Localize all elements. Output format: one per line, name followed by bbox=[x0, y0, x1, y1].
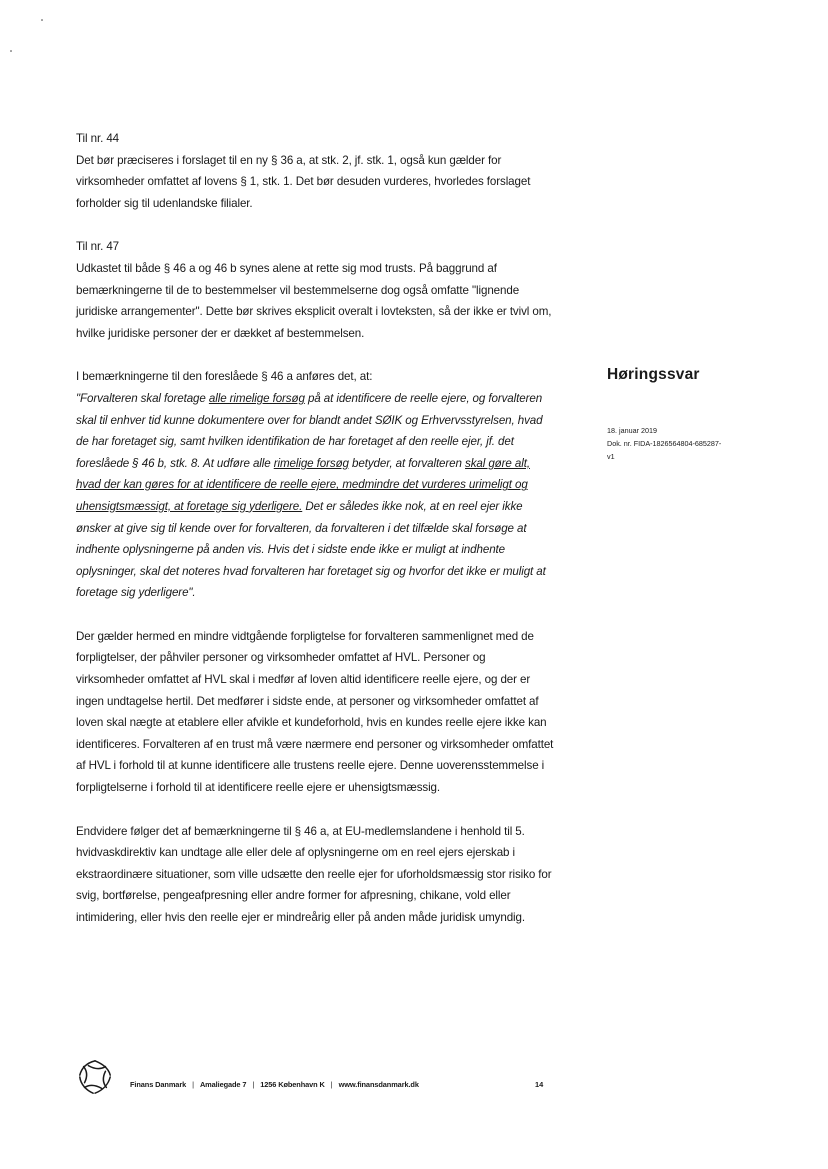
footer-city: 1256 København K bbox=[260, 1080, 325, 1089]
document-number: Dok. nr. FIDA-1826564804-685287- bbox=[607, 439, 722, 448]
section-nr-47 bbox=[76, 236, 556, 344]
quote-intro: I bemærkningerne til den foreslåede § 46 a anføres det, at: bbox=[76, 370, 373, 384]
section-heading: Til nr. 44 bbox=[76, 132, 120, 145]
quote-underlined: alle rimelige forsøg bbox=[208, 391, 305, 405]
footer-separator: | bbox=[192, 1080, 194, 1089]
footer-address: Amaliegade 7 bbox=[199, 1080, 247, 1089]
section-body: Der gælder hermed en mindre vidtgående forpligtelse for forvalteren sammenlignet med de forpligtelser, der påhviler personer og virksomheder omfattet af HVL. Personer og virksomheder omfattet af HVL skal i medfør af loven altid identificere reelle ejere, og der er ingen undtagelse hertil. Det medfører i sidste ende, at personer og virksomheder omfattet af loven skal nægte at etablere eller afvikle et kundeforhold, hvis en kundes reelle ejere ikke kan identificeres. Forvalteren af en trust må være nærmere end personer og virksomheder omfattet af HVL i forhold til at kunne identificere alle trustens reelle ejere. Denne uoverensstemmelse i forpligtelserne i forhold til at identificere reelle ejere er uhensigtsmæssig. bbox=[76, 629, 554, 795]
section-exemption bbox=[76, 821, 556, 929]
quote-underlined: skal gøre alt, hvad der kan gøres for at identificere de reelle ejere, medmindre det vurderes urimeligt og uhensigtsmæssigt, at foretage sig yderligere. bbox=[76, 456, 530, 513]
footer-website: www.finansdanmark.dk bbox=[338, 1080, 419, 1089]
quote-text: "Forvalteren skal foretage bbox=[76, 391, 209, 405]
section-nr-44 bbox=[76, 128, 556, 214]
document-date: 18. januar 2019 bbox=[607, 426, 657, 435]
footer-separator: | bbox=[330, 1080, 333, 1089]
footer-address-line bbox=[130, 1080, 419, 1089]
section-body: Endvidere følger det af bemærkningerne til § 46 a, at EU-medlemslandene i henhold til 5. hvidvaskdirektiv kan undtage alle eller dele af oplysningerne om en reel ejers ejerskab i ekstraordinære situationer, som ville udsætte den reelle ejer for uforholdsmæssig stor risiko for svig, bortførelse, pengeafpresning eller andre former for afpresning, chikane, vold eller intimidering, eller hvis den reelle ejer er mindreårig eller på anden måde juridisk umyndig. bbox=[76, 824, 552, 924]
quote-text: betyder, at forvalteren bbox=[348, 456, 465, 470]
block-quote bbox=[76, 388, 556, 604]
finans-danmark-logo-icon bbox=[76, 1058, 114, 1096]
page-footer bbox=[76, 1058, 556, 1108]
section-body: Det bør præciseres i forslaget til en ny § 36 a, at stk. 2, jf. stk. 1, også kun gælder for virksomheder omfattet af lovens § 1, stk. 1. Det bør desuden vurderes, hvorledes forslaget forholder sig til udenlandske filialer. bbox=[76, 153, 531, 210]
footer-org: Finans Danmark bbox=[130, 1080, 187, 1089]
section-body: Udkastet til både § 46 a og 46 b synes alene at rette sig mod trusts. På baggrund af bemærkningerne til de to bestemmelser vil bestemmelserne dog også omfatte "lignende juridiske arrangementer". Dette bør skrives eksplicit overalt i lovteksten, så der ikke er tvivl om, hvilke juridiske personer der er dækket af bestemmelsen. bbox=[76, 261, 552, 340]
quote-underlined: rimelige forsøg bbox=[273, 456, 349, 470]
page-number: 14 bbox=[535, 1080, 544, 1089]
document-version: v1 bbox=[607, 452, 615, 461]
section-comparison bbox=[76, 626, 556, 799]
scan-speck bbox=[41, 19, 43, 21]
section-quote bbox=[76, 366, 556, 604]
sidebar bbox=[607, 366, 767, 463]
quote-text: Det er således ikke nok, at en reel ejer ikke ønsker at give sig til kende over for forvalteren, da forvalteren i det tilfælde skal forsøge at indhente oplysningerne på anden vis. Hvis det i sidste ende ikke er muligt at indhente oplysninger, skal det noteres hvad forvalteren har foretaget sig og hvorfor det ikke er muligt at foretage sig yderligere". bbox=[76, 499, 546, 600]
quote-text: på at identificere de reelle ejere, og forvalteren skal til enhver tid kunne dokumentere over for blandt andet SØIK og Erhvervsstyrelsen, hvad de har foretaget sig, samt hvilken identifikation de har foretaget af den reelle ejer, jf. det foreslåede § 46 b, stk. 8. At udføre alle bbox=[76, 391, 543, 470]
scan-speck bbox=[10, 50, 12, 52]
main-text-column bbox=[76, 128, 556, 951]
document-type-title: Høringssvar bbox=[607, 366, 700, 383]
section-heading: Til nr. 47 bbox=[76, 240, 120, 254]
footer-separator: | bbox=[252, 1080, 255, 1089]
